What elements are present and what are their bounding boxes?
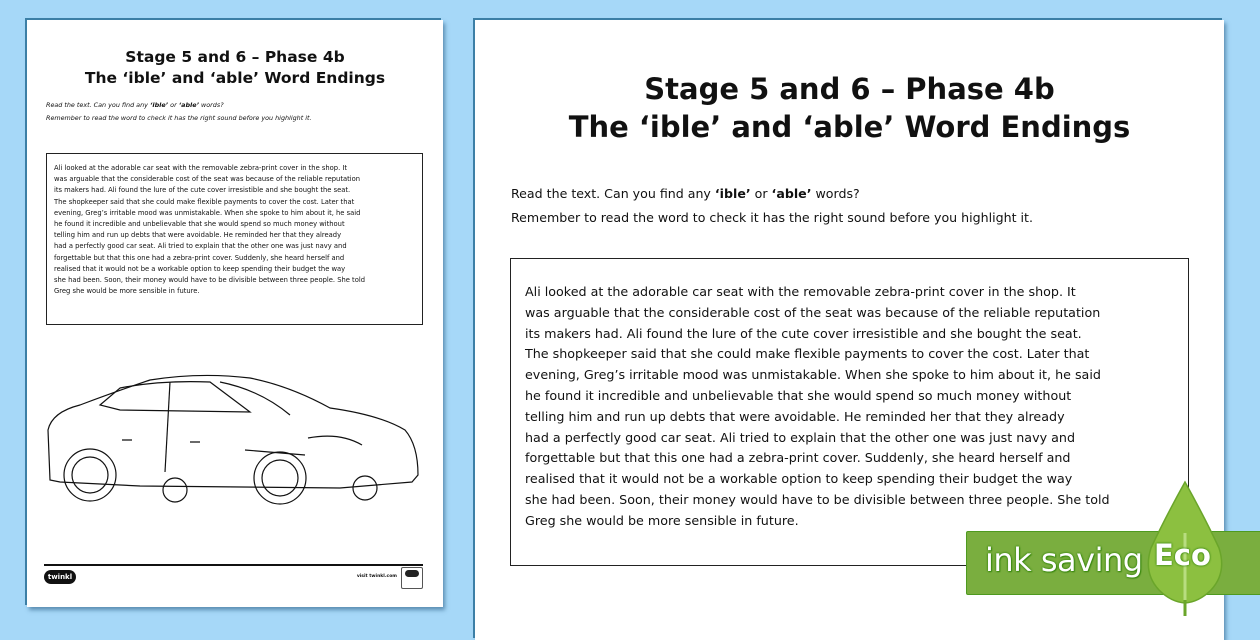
- eco-label: Eco: [1154, 538, 1211, 572]
- title-line-1: Stage 5 and 6 – Phase 4b: [644, 72, 1055, 106]
- eco-leaf-badge: [1145, 478, 1225, 618]
- title-line-2: The ‘ible’ and ‘able’ Word Endings: [568, 110, 1131, 144]
- instr-text: or: [168, 101, 179, 109]
- story-line: its makers had. Ali found the lure of the cute cover irresistible and she bought the seat.: [54, 186, 351, 195]
- story-line: he found it incredible and unbelievable that she would spend so much money without: [525, 387, 1072, 403]
- story-textbox: [510, 258, 1189, 566]
- worksheet-title: [27, 47, 443, 89]
- story-line: The shopkeeper said that she could make flexible payments to cover the cost. Later that: [525, 346, 1090, 362]
- instr-text: or: [750, 186, 772, 201]
- story-line: forgettable but that this one had a zebra-print cover. Suddenly, she heard herself and: [525, 450, 1071, 466]
- title-line-1: Stage 5 and 6 – Phase 4b: [125, 48, 345, 66]
- instr-ible: ‘ible’: [714, 186, 751, 201]
- quality-badge-icon: [401, 567, 423, 589]
- story-line: telling him and run up debts that were avoidable. He reminded her that they already: [54, 231, 342, 240]
- story-line: had a perfectly good car seat. Ali tried to explain that the other one was just navy and: [525, 429, 1075, 445]
- instr-text: Read the text. Can you find any: [46, 101, 150, 109]
- visit-link: visit twinkl.com: [356, 574, 397, 579]
- story-line: Greg she would be more sensible in future.: [525, 512, 799, 528]
- instr-able: ‘able’: [771, 186, 812, 201]
- story-line: Ali looked at the adorable car seat with the removable zebra-print cover in the shop. It: [54, 164, 348, 172]
- story-line: forgettable but that this one had a zebra-print cover. Suddenly, she heard herself and: [54, 253, 345, 262]
- instr-line-2: Remember to read the word to check it has the right sound before you highlight it.: [511, 210, 1033, 225]
- instr-text: words?: [199, 101, 224, 109]
- instr-able: ‘able’: [178, 101, 200, 109]
- story-line: she had been. Soon, their money would have to be divisible between three people. She told: [525, 491, 1110, 507]
- ink-saving-label: ink saving: [985, 541, 1143, 579]
- story-line: was arguable that the considerable cost of the seat was because of the reliable reputation: [54, 175, 361, 184]
- story-line: its makers had. Ali found the lure of the cute cover irresistible and she bought the seat.: [525, 325, 1082, 341]
- story-line: evening, Greg’s irritable mood was unmistakable. When she spoke to him about it, he said: [525, 367, 1101, 383]
- twinkl-logo: twinkl: [44, 570, 76, 584]
- worksheet-preview-thumbnail[interactable]: [27, 20, 443, 607]
- title-line-2: The ‘ible’ and ‘able’ Word Endings: [84, 69, 386, 87]
- car-illustration: [40, 360, 440, 520]
- story-line: Ali looked at the adorable car seat with the removable zebra-print cover in the shop. It: [525, 284, 1076, 299]
- instr-line-2: Remember to read the word to check it has the right sound before you highlight it.: [46, 113, 312, 122]
- story-line: telling him and run up debts that were avoidable. He reminded her that they already: [525, 408, 1065, 424]
- story-line: evening, Greg’s irritable mood was unmistakable. When she spoke to him about it, he said: [54, 208, 361, 217]
- story-line: realised that it would not be a workable option to keep spending their budget the way: [54, 264, 346, 273]
- instructions: [511, 182, 1033, 230]
- footer-divider: [44, 564, 423, 566]
- instr-text: Read the text. Can you find any: [511, 186, 715, 201]
- story-line: Greg she would be more sensible in future.: [54, 287, 200, 296]
- story-textbox: [46, 153, 423, 325]
- story-line: she had been. Soon, their money would have to be divisible between three people. She told: [54, 276, 365, 285]
- story-line: he found it incredible and unbelievable that she would spend so much money without: [54, 220, 345, 229]
- instr-text: words?: [811, 186, 860, 201]
- instr-ible: ‘ible’: [149, 101, 169, 109]
- story-line: The shopkeeper said that she could make flexible payments to cover the cost. Later that: [54, 197, 355, 206]
- story-line: had a perfectly good car seat. Ali tried to explain that the other one was just navy and: [54, 242, 347, 251]
- instructions: [46, 99, 312, 124]
- worksheet-title: [475, 70, 1224, 146]
- story-line: realised that it would not be a workable option to keep spending their budget the way: [525, 471, 1073, 487]
- story-line: was arguable that the considerable cost of the seat was because of the reliable reputation: [525, 304, 1101, 320]
